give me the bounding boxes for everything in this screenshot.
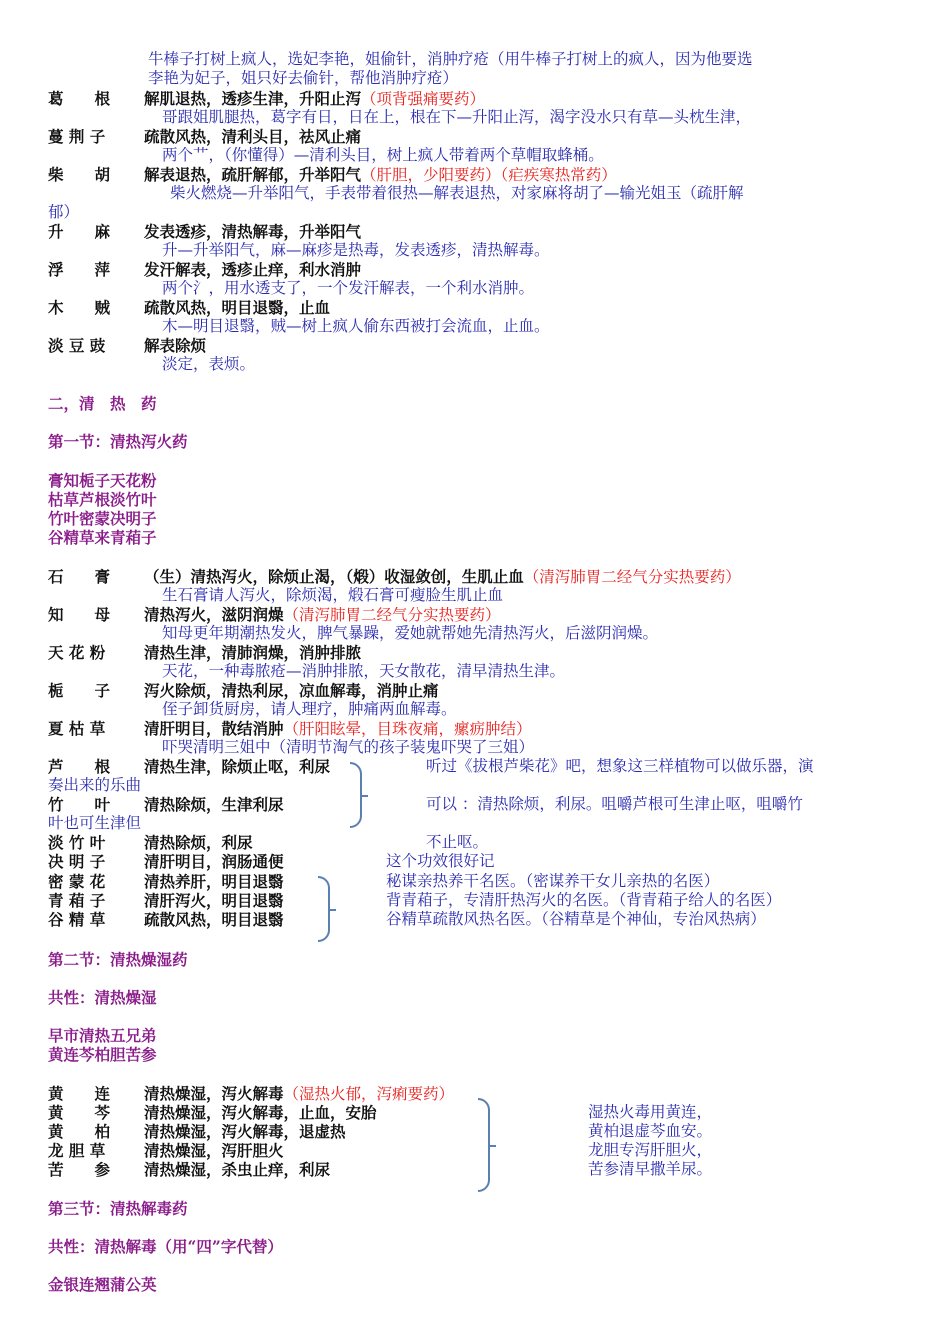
herb-mnemonic-cont: 叶也可生津但 <box>48 814 142 832</box>
herb-effect: （生）清热泻火，除烦止渴，（煅）收湿敛创，生肌止血 <box>144 567 524 586</box>
herb-zhizi <box>48 681 439 701</box>
herb-danzhuye <box>48 833 253 853</box>
herb-mnemonic: 天花，一种毒脓疮—消肿排脓，天女散花，清早清热生津。 <box>162 662 566 680</box>
herb-manjingzi <box>48 127 361 147</box>
herb-note: （清泻肺胃二经气分实热要药） <box>523 568 741 586</box>
common-property: 共性：清热解毒（用“四”字代替） <box>48 1237 283 1256</box>
herb-effect: 清热养肝，明目退翳 <box>144 872 284 891</box>
rhyme-line: 金银连翘蒲公英 <box>48 1275 157 1294</box>
herb-name: 密 蒙 花 <box>48 872 106 891</box>
herb-mnemonic: 升—升举阳气，麻—麻疹是热毒，发表透疹，清热解毒。 <box>162 241 550 259</box>
herb-name: 黄 芩 <box>48 1103 111 1122</box>
rhyme-line: 谷精草来青葙子 <box>48 528 157 547</box>
herb-lugen <box>48 757 330 777</box>
herb-xiakucao <box>48 719 532 739</box>
herb-name: 黄 柏 <box>48 1122 111 1141</box>
herb-effect: 清热生津，除烦止呕，利尿 <box>144 757 331 776</box>
herb-name: 栀 子 <box>48 681 111 700</box>
herb-mnemonic: 黄柏退虚芩血安。 <box>588 1122 713 1140</box>
herb-name: 黄 连 <box>48 1084 111 1103</box>
herb-effect: 清热除烦，生津利尿 <box>144 795 284 814</box>
herb-name: 天 花 粉 <box>48 643 106 662</box>
herb-name: 葛 根 <box>48 89 111 108</box>
herb-name: 夏 枯 草 <box>48 719 106 738</box>
herb-mnemonic: 秘谋亲热养干名医。（密谋养干女儿亲热的名医） <box>386 872 720 890</box>
mnemonic-line: 牛棒子打树上疯人，选妃李艳，姐偷针，消肿疗疮（用牛棒子打树上的疯人，因为他要选 <box>148 50 753 68</box>
herb-name: 淡 豆 豉 <box>48 336 106 355</box>
herb-name: 知 母 <box>48 605 111 624</box>
section-heading: 二，清 热 药 <box>48 394 157 413</box>
herb-name: 决 明 子 <box>48 852 106 871</box>
herb-effect: 清热除烦，利尿 <box>144 833 253 852</box>
herb-effect: 疏散风热，清利头目，祛风止痛 <box>144 127 362 146</box>
herb-effect: 疏散风热，明目退翳 <box>144 910 284 929</box>
herb-fuping <box>48 260 361 280</box>
herb-mnemonic: 苦参清早撒羊尿。 <box>588 1160 713 1178</box>
herb-effect: 发汗解表，透疹止痒，利水消肿 <box>144 260 362 279</box>
herb-longdan <box>48 1141 284 1161</box>
herb-kushen <box>48 1160 330 1180</box>
herb-name: 谷 精 草 <box>48 910 106 929</box>
herb-mnemonic: 哥跟姐肌腿热，葛字有日，日在上，根在下—升阳止泻，渴字没水只有草—头枕生津， <box>162 108 752 126</box>
herb-note: （湿热火郁，泻痢要药） <box>283 1085 455 1103</box>
rhyme-line: 早市清热五兄弟 <box>48 1026 157 1045</box>
herb-mnemonic: 背青葙子，专清肝热泻火的名医。（背青葙子给人的名医） <box>386 891 782 909</box>
herb-mnemonic: 淡定，表烦。 <box>162 355 256 373</box>
herb-effect: 清热燥湿，泻火解毒，退虚热 <box>144 1122 346 1141</box>
herb-mnemonic: 这个功效很好记 <box>386 852 495 870</box>
herb-chaihu <box>48 165 617 185</box>
herb-huangqin <box>48 1103 377 1123</box>
rhyme-line: 枯草芦根淡竹叶 <box>48 490 157 509</box>
rhyme-line: 膏知栀子天花粉 <box>48 471 157 490</box>
herb-name: 浮 萍 <box>48 260 111 279</box>
herb-huangbai <box>48 1122 346 1142</box>
rhyme-line: 竹叶密蒙决明子 <box>48 509 157 528</box>
herb-name: 苦 参 <box>48 1160 111 1179</box>
herb-effect: 解肌退热，透疹生津，升阳止泻 <box>144 89 362 108</box>
herb-mnemonic: 谷精草疏散风热名医。（谷精草是个神仙，专治风热病） <box>386 910 766 928</box>
subsection-heading: 第二节：清热燥湿药 <box>48 950 188 969</box>
herb-name: 石 膏 <box>48 567 111 586</box>
herb-huanglian <box>48 1084 454 1104</box>
herb-mnemonic: 可以 ：清热除烦，利尿。咀嚼芦根可生津止呕，咀嚼竹 <box>426 795 803 813</box>
herb-name: 木 贼 <box>48 298 111 317</box>
herb-mnemonic: 听过《拔根芦柴花》吧，想象这三样植物可以做乐器，演 <box>426 757 814 775</box>
common-property: 共性：清热燥湿 <box>48 988 157 1007</box>
herb-note: （肝胆，少阳要药）（疟疾寒热常药） <box>361 166 617 184</box>
herb-gujingcao <box>48 910 284 930</box>
herb-shigao <box>48 567 741 587</box>
herb-effect: 解表除烦 <box>144 336 207 355</box>
rhyme-line: 黄连芩柏胆苦参 <box>48 1045 157 1064</box>
group-brace <box>350 762 362 828</box>
group-brace <box>318 876 330 942</box>
herb-effect: 清热泻火，滋阴润燥 <box>144 605 284 624</box>
herb-name: 竹 叶 <box>48 795 111 814</box>
herb-mnemonic: 吓哭清明三姐中（清明节淘气的孩子装鬼吓哭了三姐） <box>162 738 535 756</box>
herb-effect: 疏散风热，明目退翳，止血 <box>144 298 331 317</box>
herb-mnemonic: 两个艹，（你懂得）—清利头目，树上疯人带着两个草帽取蜂桶。 <box>162 146 604 164</box>
herb-mimenghua <box>48 872 284 892</box>
herb-note: （清泻肺胃二经气分实热要药） <box>283 606 501 624</box>
herb-name: 淡 竹 叶 <box>48 833 106 852</box>
herb-mnemonic: 湿热火毒用黄连， <box>588 1103 713 1121</box>
herb-name: 龙 胆 草 <box>48 1141 106 1160</box>
herb-effect: 清热燥湿，泻火解毒，止血，安胎 <box>144 1103 377 1122</box>
herb-mnemonic: 两个氵，用水透支了，一个发汗解表，一个利水消肿。 <box>162 279 535 297</box>
herb-note: （肝阳眩晕，目珠夜痛，瘰疬肿结） <box>283 720 532 738</box>
mnemonic-line: 李艳为妃子，姐只好去偷针，帮他消肿疗疮） <box>148 69 459 87</box>
subsection-heading: 第一节：清热泻火药 <box>48 432 188 451</box>
herb-mnemonic: 侄子卸货厨房，请人理疗，肿痛两血解毒。 <box>162 700 457 718</box>
herb-shengma <box>48 222 361 242</box>
herb-mnemonic: 不止呕。 <box>426 833 489 851</box>
group-brace <box>478 1098 490 1192</box>
herb-effect: 清热燥湿，杀虫止痒，利尿 <box>144 1160 331 1179</box>
herb-effect: 解表退热，疏肝解郁，升举阳气 <box>144 165 362 184</box>
herb-effect: 清热生津，清肺润燥，消肿排脓 <box>144 643 362 662</box>
herb-muzei <box>48 298 330 318</box>
herb-mnemonic-cont: 郁） <box>48 203 80 221</box>
herb-mnemonic: 知母更年期潮热发火，脾气暴躁，爱她就帮她先清热泻火，后滋阴润燥。 <box>162 624 659 642</box>
herb-effect: 清热燥湿，泻火解毒 <box>144 1084 284 1103</box>
subsection-heading: 第三节：清热解毒药 <box>48 1199 188 1218</box>
herb-tianhuafen <box>48 643 361 663</box>
herb-effect: 泻火除烦，清热利尿，凉血解毒，消肿止痛 <box>144 681 439 700</box>
herb-effect: 清热燥湿，泻肝胆火 <box>144 1141 284 1160</box>
herb-effect: 清肝明目，润肠通便 <box>144 852 284 871</box>
herb-mnemonic: 生石膏请人泻火，除烦渴，煅石膏可瘦脸生肌止血 <box>162 586 504 604</box>
herb-name: 柴 胡 <box>48 165 111 184</box>
herb-mnemonic: 龙胆专泻肝胆火， <box>588 1141 713 1159</box>
herb-gegen <box>48 89 485 109</box>
herb-qingxiangzi <box>48 891 284 911</box>
herb-zhuye <box>48 795 284 815</box>
herb-effect: 清肝泻火，明目退翳 <box>144 891 284 910</box>
herb-effect: 清肝明目，散结消肿 <box>144 719 284 738</box>
herb-name: 升 麻 <box>48 222 111 241</box>
herb-note: （项背强痛要药） <box>361 90 486 108</box>
herb-zhimu <box>48 605 501 625</box>
herb-juemingzi <box>48 852 284 872</box>
herb-name: 青 葙 子 <box>48 891 106 910</box>
herb-mnemonic: 柴火燃烧—升举阳气，手表带着很热—解表退热，对家麻将胡了—输光姐玉（疏肝解 <box>170 184 744 202</box>
herb-name: 芦 根 <box>48 757 111 776</box>
herb-effect: 发表透疹，清热解毒，升举阳气 <box>144 222 362 241</box>
herb-mnemonic-cont: 奏出来的乐曲 <box>48 776 142 794</box>
herb-mnemonic: 木—明目退翳，贼—树上疯人偷东西被打会流血，止血。 <box>162 317 550 335</box>
herb-name: 蔓 荆 子 <box>48 127 106 146</box>
herb-dandouchi <box>48 336 206 356</box>
